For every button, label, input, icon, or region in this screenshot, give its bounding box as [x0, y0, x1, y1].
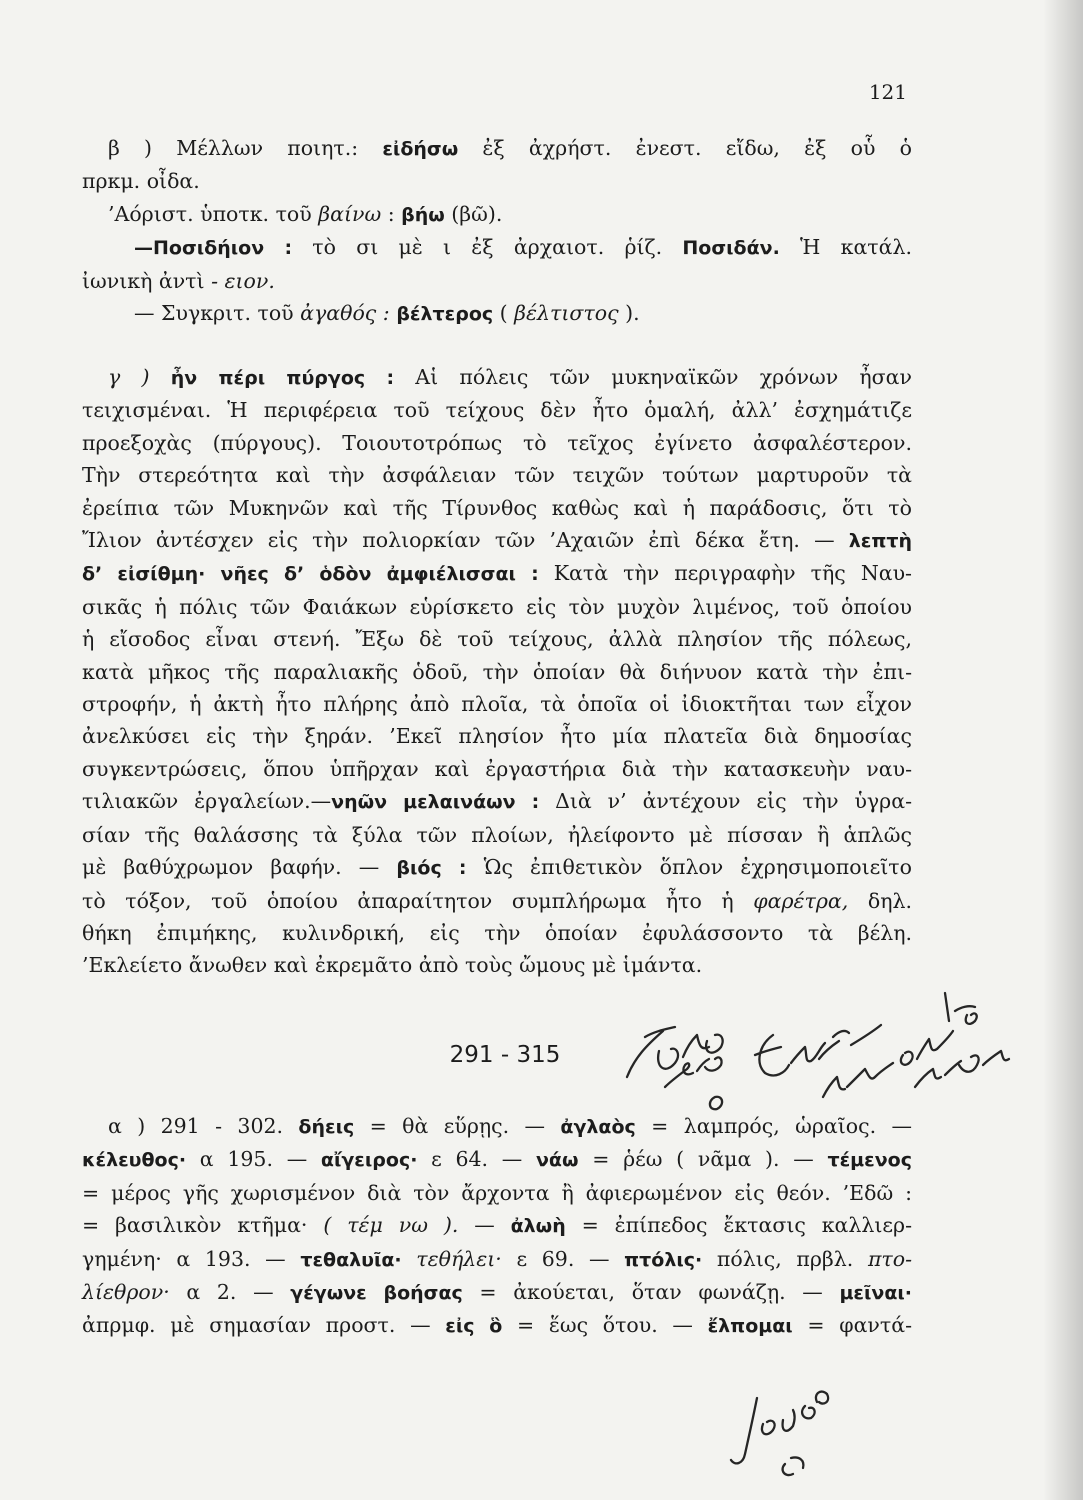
text-run: Διὰ ν’ ἀντέχουν εἰς τὴν ὑγρα-	[539, 789, 912, 814]
text-run: προεξοχὰς (πύργους). Τοιουτοτρόπως τὸ τεῖχος ἐγίνετο ἀσφαλέστερον.	[82, 430, 912, 455]
italic-term: βαίνω	[318, 201, 382, 226]
text-run: σικᾶς ἡ πόλις τῶν Φαιάκων εὑρίσκετο εἰς τὸν μυχὸν λιμένος, τοῦ ὁποίου	[82, 594, 912, 619]
text-line	[82, 297, 912, 330]
text-line	[82, 361, 912, 394]
text-run: δηλ.	[848, 888, 913, 913]
bold-term: μεῖναι·	[839, 1282, 913, 1305]
text-line	[82, 917, 912, 949]
italic-term: πτο-	[867, 1246, 913, 1271]
text-line	[82, 1143, 912, 1176]
italic-term: φαρέτρα,	[753, 888, 849, 913]
text-line	[82, 656, 912, 688]
text-run: = ἐπίπεδος ἔκτασις καλλιερ-	[565, 1213, 912, 1238]
text-line	[82, 1276, 912, 1309]
bold-term: ἦν πέρι πύργος :	[170, 367, 395, 389]
text-run: σίαν τῆς θαλάσσης τὰ ξύλα τῶν πλοίων, ἠλείφοντο μὲ πίσσαν ἢ ἁπλῶς	[82, 822, 912, 847]
text-run: ).	[618, 301, 640, 326]
text-run: = φαντά-	[792, 1313, 912, 1338]
text-run: = ἕως ὅτου. —	[502, 1313, 708, 1338]
text-line	[82, 785, 912, 818]
text-run: ἀνελκύσει εἰς τὴν ξηράν. ’Εκεῖ πλησίον ἦτο μία πλατεῖα διὰ δημοσίας	[82, 724, 912, 749]
text-line	[82, 427, 912, 459]
text-line	[82, 591, 912, 623]
text-run: ἐξ ἀχρήστ. ἐνεστ. εἴδω, ἐξ οὗ ὁ	[458, 136, 912, 160]
text-line	[82, 198, 912, 231]
text-run: ε 64. —	[417, 1147, 536, 1172]
text-run: α 2. —	[169, 1280, 291, 1305]
bold-term: εἰδήσω	[382, 138, 459, 160]
text-line	[82, 885, 912, 917]
section-gamma	[82, 361, 912, 982]
text-run: = μέρος γῆς χωρισμένον διὰ τὸν ἄρχοντα ἢ ἀφιερωμένον εἰς θεόν. ’Εδῶ :	[82, 1180, 912, 1205]
bold-term: τεθαλυῖα·	[300, 1248, 402, 1271]
text-line	[82, 394, 912, 426]
text-run: ἡ εἴσοδος εἶναι στενή. Ἔξω δὲ τοῦ τείχους, ἀλλὰ πλησίον τῆς πόλεως,	[82, 627, 912, 652]
text-run: β ) Μέλλων ποιητ.:	[108, 136, 383, 160]
text-run: Ἴλιον ἀντέσχεν εἰς τὴν πολιορκίαν τῶν ’Αχαιῶν ἐπὶ δέκα ἔτη. —	[82, 528, 849, 553]
text-run: α 195. —	[186, 1147, 321, 1172]
bold-term: δήεις	[298, 1116, 355, 1138]
bold-term: βήω	[401, 203, 445, 226]
text-run: συγκεντρώσεις, ὅπου ὑπῆρχαν καὶ ἐργαστήρια διὰ τὴν κατασκευὴν ναυ-	[82, 756, 912, 781]
page-number: 121	[868, 80, 907, 104]
text-run: Αἱ πόλεις τῶν μυκηναϊκῶν χρόνων ἦσαν	[394, 365, 912, 389]
italic-term: ( τέμ νω ).	[323, 1213, 459, 1238]
text-run: = βασιλικὸν κτῆμα·	[82, 1213, 324, 1238]
text-run: θήκη ἐπιμήκης, κυλινδρική, εἰς τὴν ὁποίαν ἐφυλάσσοντο τὰ βέλη.	[82, 920, 912, 945]
text-run: — Συγκριτ. τοῦ	[134, 301, 301, 326]
text-run: γημένη· α 193. —	[82, 1246, 301, 1271]
bold-term: ἔλπομαι	[707, 1315, 793, 1338]
text-line	[82, 949, 912, 981]
text-run: τὸ τόξον, τοῦ ὁποίου ἀπαραίτητον συμπλήρωμα ἦτο ἡ	[82, 888, 754, 913]
text-line	[82, 524, 912, 557]
text-line	[82, 265, 912, 297]
bold-term: κέλευθος·	[82, 1149, 187, 1172]
bold-term: γέγωνε βοήσας	[290, 1282, 463, 1305]
bold-term: νάω	[535, 1149, 579, 1172]
section-beta	[82, 132, 912, 330]
bold-term: δ’ εἰσίθμη· νῆες δ’ ὁδὸν ἀμφιέλισσαι :	[82, 563, 539, 586]
section-alpha	[82, 1110, 912, 1343]
text-run: (βῶ).	[444, 201, 503, 226]
text-line	[82, 819, 912, 851]
bold-term: βιός :	[396, 857, 467, 880]
text-run: :	[381, 201, 402, 226]
italic-term: τεθήλει·	[401, 1246, 502, 1271]
text-run: —	[458, 1213, 511, 1238]
italic-term: βέλτιστος	[514, 301, 619, 326]
bold-term: ἀλωὴ	[510, 1215, 566, 1238]
text-run: ἐρείπια τῶν Μυκηνῶν καὶ τῆς Τίρυνθος καθὼς καὶ ἡ παράδοσις, ὅτι τὸ	[82, 495, 912, 520]
text-run: = ῥέω ( νᾶμα ). —	[578, 1147, 828, 1172]
text-run: Τὴν στερεότητα καὶ τὴν ἀσφάλειαν τῶν τειχῶν τούτων μαρτυροῦν τὰ	[82, 463, 912, 488]
text-run: = ἀκούεται, ὅταν φωνάζῃ. —	[462, 1280, 840, 1305]
text-run: Ἡ κατάλ.	[779, 235, 912, 260]
bold-term: Ποσιδάν.	[682, 237, 780, 260]
text-run: (	[493, 301, 515, 326]
bold-term: νηῶν μελαινάων :	[331, 791, 540, 814]
italic-term: λίεθρον·	[82, 1280, 170, 1305]
text-line	[82, 1177, 912, 1209]
text-run: γ )	[108, 365, 171, 389]
italic-term: ἀγαθός :	[300, 301, 390, 326]
text-line	[82, 720, 912, 752]
text-line	[82, 557, 912, 590]
text-run: ’Εκλείετο ἄνωθεν καὶ ἐκρεμᾶτο ἀπὸ τοὺς ὤμους μὲ ἱμάντα.	[82, 953, 703, 978]
bold-term: αἴγειρος·	[320, 1149, 418, 1172]
bold-term: πτόλις·	[624, 1248, 703, 1271]
text-run: τειχισμέναι. Ἡ περιφέρεια τοῦ τείχους δὲν ἦτο ὁμαλή, ἀλλ’ ἐσχημάτιζε	[82, 398, 912, 423]
text-line	[82, 623, 912, 655]
bold-term: λεπτὴ	[848, 530, 912, 553]
text-line	[82, 688, 912, 720]
text-line	[82, 132, 912, 165]
text-run: Κατὰ τὴν περιγραφὴν τῆς Ναυ-	[538, 561, 912, 586]
bold-term: τέμενος	[827, 1149, 912, 1172]
text-run: ’Αόριστ. ὑποτκ. τοῦ	[108, 201, 319, 226]
text-run: μὲ βαθύχρωμον βαφήν. —	[82, 855, 397, 880]
text-line	[82, 753, 912, 785]
handwritten-note-right-margin	[605, 985, 1025, 1120]
bold-term: εἰς ὃ	[445, 1315, 503, 1338]
text-run: τιλιακῶν ἐργαλείων.—	[82, 789, 332, 814]
text-run: κατὰ μῆκος τῆς παραλιακῆς ὁδοῦ, τὴν ὁποίαν θὰ διήνυον κατὰ τὴν ἐπι-	[82, 659, 912, 684]
text-run: ἰωνικὴ ἀντὶ	[82, 268, 212, 293]
text-run: πρκμ. οἶδα.	[82, 169, 200, 194]
text-run: ε 69. —	[501, 1246, 625, 1271]
text-run: α ) 291 - 302.	[108, 1114, 299, 1138]
page-edge-shadow	[1043, 0, 1083, 1500]
text-run: = λαμπρός, ὡραῖος. —	[635, 1114, 912, 1138]
text-line	[82, 231, 912, 264]
section-heading: 291 - 315	[449, 1042, 561, 1068]
bold-term: βέλτερος	[389, 303, 494, 326]
text-line	[82, 165, 912, 197]
text-line	[82, 459, 912, 491]
text-line	[82, 1209, 912, 1242]
text-run: ἀπρμφ. μὲ σημασίαν προστ. —	[82, 1313, 446, 1338]
text-run: = θὰ εὕρῃς. —	[354, 1114, 561, 1138]
italic-term: - ειον.	[211, 268, 275, 293]
text-line	[82, 1243, 912, 1276]
text-line	[82, 851, 912, 884]
bold-term: —Ποσιδήιον :	[134, 237, 293, 260]
text-run: στροφήν, ἡ ἀκτὴ ἦτο πλήρης ἀπὸ πλοῖα, τὰ ὁποῖα οἱ ἰδιοκτῆται των εἶχον	[82, 692, 912, 717]
text-run: πόλις, πρβλ.	[702, 1246, 868, 1271]
text-line	[82, 1309, 912, 1342]
bold-term: ἀγλαὸς	[560, 1116, 636, 1138]
text-run: Ὡς ἐπιθετικὸν ὅπλον ἐχρησιμοποιεῖτο	[466, 855, 912, 880]
text-run: τὸ σι μὲ ι ἐξ ἀρχαιοτ. ῥίζ.	[292, 235, 683, 260]
handwritten-note-bottom	[705, 1380, 855, 1485]
text-line	[82, 492, 912, 524]
